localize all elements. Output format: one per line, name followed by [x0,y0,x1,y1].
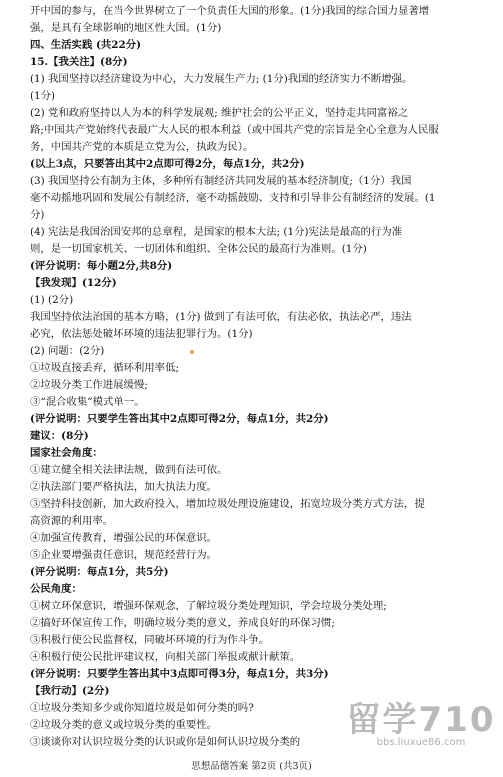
question-heading: 15.【我关注】(8分) [30,56,128,68]
text-line: ①树立环保意识，增强环保观念，了解垃圾分类处理知识，学会垃圾分类处理; [30,600,387,612]
question-heading: 【我行动】(2分) [30,685,110,697]
text-line: 我国坚持依法治国的基本方略，(1分) 做到了有法可依，有法必依，执法必严，违法 [30,311,412,323]
text-line: (3) 我国坚持公有制为主体，多种所有制经济共同发展的基本经济制度;（1分）我国 [30,175,412,187]
text-line: ①垃圾直接丢弃，循环利用率低; [30,362,179,374]
section-heading: 四、生活实践 (共22分) [30,39,142,51]
text-line: 强，是具有全球影响的地区性大国。(1分) [30,22,222,34]
text-line: ③坚持科技创新，加大政府投入，增加垃圾处理设施建设，拓宽垃圾分类方式方法，提 [30,498,425,510]
text-line: 路;中国共产党始终代表最广大人民的根本利益（或中国共产党的宗旨是全心全意为人民服 [30,124,439,136]
text-line: ②搞好环保宣传工作，明确垃圾分类的意义，养成良好的环保习惯; [30,617,335,629]
text-line: ⑤企业要增强责任意识，规范经营行为。 [30,549,218,561]
scoring-note: (评分说明：只要学生答出其中3点即可得3分，每点1分，共3分) [30,668,329,680]
sub-heading: 公民角度： [30,583,82,595]
scoring-note: (评分说明：只要学生答出其中2点即可得2分，每点1分，共2分) [30,413,329,425]
text-line: 则，是一切国家机关、一切团体和组织、全体公民的最高行为准则。(1分) [30,243,367,255]
text-line: ②执法部门要严格执法，加大执法力度。 [30,481,218,493]
text-line: 务，中国共产党的本质是立党为公，执政为民）。 [30,141,254,153]
text-line: ④加强宣传教育，增强公民的环保意识。 [30,532,218,544]
text-line: (2) 党和政府坚持以人为本的科学发展观; 维护社会的公平正义，坚持走共同富裕之 [30,107,409,119]
text-line: 必究，依法惩处破坏环境的违法犯罪行为。(1分) [30,328,253,340]
sub-heading: 国家社会角度： [30,447,103,459]
scoring-note: (评分说明：每点1分，共5分) [30,566,169,578]
stray-mark [190,350,194,354]
page-footer: 思想品德答案 第2页 (共3页) [191,761,312,772]
text-line: ②垃圾分类的意义或垃圾分类的重要性。 [30,719,218,731]
text-line: ③“混合收集”模式单一。 [30,396,145,408]
text-line: ④积极行使公民批评建议权，向相关部门举报或献计献策。 [30,651,301,663]
watermark-logo-text: 留学710 [346,699,496,740]
text-line: (2) 问题：(2分) [30,345,105,357]
text-line: (4) 宪法是我国治国安邦的总章程，是国家的根本大法; (1分)宪法是最高的行为准 [30,226,403,238]
text-line: ②垃圾分类工作进展缓慢; [30,379,148,391]
scoring-note: (评分说明：每小题2分,共8分) [30,260,173,272]
text-line: (1) (2分) [30,294,74,306]
text-line: (1) 我国坚持以经济建设为中心，大力发展生产力; (1分)我国的经济实力不断增强。 [30,73,413,85]
watermark-logo [345,699,497,748]
text-line: (1分) [30,90,56,102]
text-line: 毫不动摇地巩固和发展公有制经济，毫不动摇鼓励、支持和引导非公有制经济的发展。(1 [30,192,436,204]
scoring-note: (以上3点，只要答出其中2点即可得2分，每点1分，共2分) [30,158,305,170]
sub-heading: 建议：(8分) [30,430,89,442]
text-line: ①垃圾分类知多少或你知道垃圾是如何分类的吗? [30,702,254,714]
text-line: 高资源的利用率。 [30,515,114,527]
watermark-url: bbs.liuxue86.com [376,736,466,748]
text-line: ①建立健全相关法律法规，做到有法可依。 [30,464,228,476]
text-line: ③谈谈你对认识垃圾分类的认识或你是如何认识垃圾分类的 [30,736,301,748]
question-heading: 【我发现】(12分) [30,277,117,289]
text-line: ③积极行使公民监督权，同破坏环境的行为作斗争。 [30,634,269,646]
text-line: 开中国的参与，在当今世界树立了一个负责任大国的形象。(1分)我国的综合国力显著增 [30,5,430,17]
text-line: 分) [30,209,45,221]
